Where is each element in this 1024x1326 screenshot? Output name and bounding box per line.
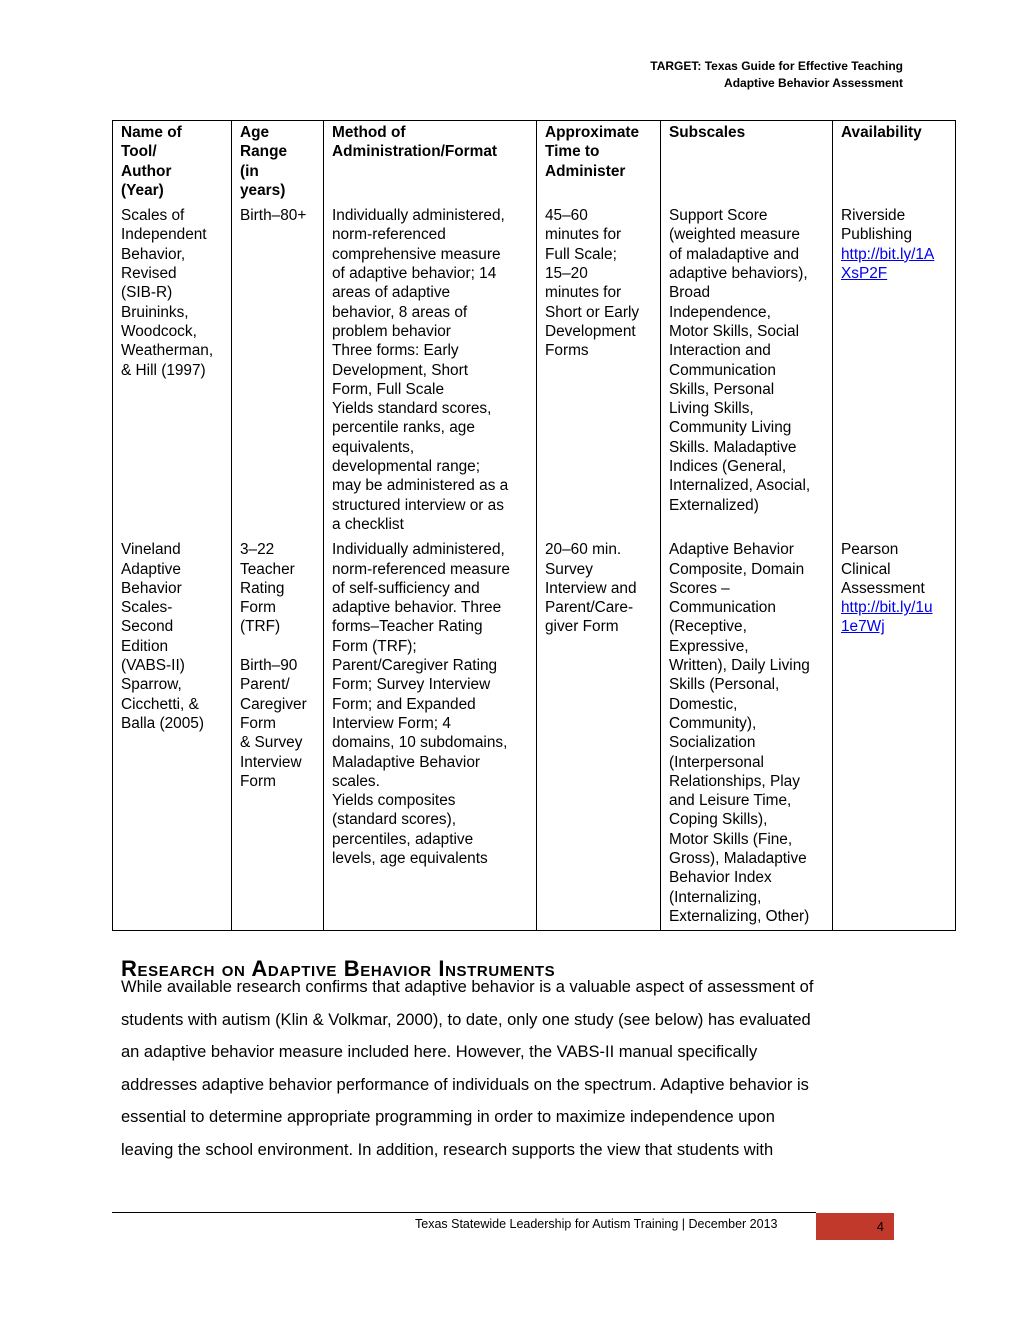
column-header bbox=[324, 121, 537, 205]
cell-text: problem behavior bbox=[332, 322, 451, 340]
cell-text: Scores – bbox=[669, 579, 730, 597]
header-text: Method of bbox=[332, 124, 406, 141]
availability-link[interactable]: XsP2F bbox=[841, 265, 888, 283]
header-text: Name of bbox=[121, 124, 182, 141]
cell-text: equivalents, bbox=[332, 438, 415, 456]
cell-text: levels, age equivalents bbox=[332, 849, 488, 867]
cell-text: Community), bbox=[669, 714, 757, 732]
cell-text: Forms bbox=[545, 342, 589, 360]
cell-text: Publishing bbox=[841, 226, 913, 244]
cell-text: Second bbox=[121, 618, 174, 636]
paragraph-line: addresses adaptive behavior performance of individuals on the spectrum. Adaptive behavior is bbox=[121, 1075, 809, 1094]
cell-text: Individually administered, bbox=[332, 541, 505, 559]
cell-text: Form; and Expanded bbox=[332, 695, 476, 713]
cell-text: comprehensive measure bbox=[332, 245, 501, 263]
header-text: Administer bbox=[545, 162, 626, 180]
cell-text: & Hill (1997) bbox=[121, 361, 206, 379]
availability-link[interactable]: 1e7Wj bbox=[841, 618, 885, 636]
cell-method bbox=[324, 204, 537, 538]
cell-text: Interview Form; 4 bbox=[332, 714, 451, 732]
cell-text: Independence, bbox=[669, 303, 771, 321]
header-text: years) bbox=[240, 181, 286, 199]
cell-text: Individually administered, bbox=[332, 207, 505, 225]
cell-text: Independent bbox=[121, 226, 207, 244]
cell-text: Adaptive bbox=[121, 560, 181, 578]
cell-text: Interview and bbox=[545, 579, 637, 597]
cell-availability bbox=[833, 538, 956, 930]
header-text: Approximate bbox=[545, 124, 640, 141]
cell-text: Skills. Maladaptive bbox=[669, 438, 797, 456]
cell-text: (VABS-II) bbox=[121, 657, 185, 675]
cell-text: 15–20 bbox=[545, 265, 588, 283]
cell-text: Adaptive Behavior bbox=[669, 541, 794, 559]
running-header bbox=[650, 58, 903, 92]
cell-time bbox=[537, 204, 661, 538]
cell-text: Woodcock, bbox=[121, 322, 197, 340]
cell-text: Form (TRF); bbox=[332, 637, 417, 655]
cell-text: Birth–90 bbox=[240, 657, 298, 675]
footer-text: Texas Statewide Leadership for Autism Training | December 2013 bbox=[415, 1217, 778, 1231]
assessment-table bbox=[112, 120, 956, 931]
cell-text: minutes for bbox=[545, 284, 622, 302]
availability-link[interactable]: http://bit.ly/1u bbox=[841, 599, 933, 617]
cell-text: Development, Short bbox=[332, 361, 469, 379]
cell-text: areas of adaptive bbox=[332, 284, 451, 302]
section-heading: Research on Adaptive Behavior Instruments bbox=[121, 956, 556, 981]
cell-text: Coping Skills), bbox=[669, 811, 768, 829]
cell-text: Expressive, bbox=[669, 637, 749, 655]
cell-availability bbox=[833, 204, 956, 538]
cell-text: forms–Teacher Rating bbox=[332, 618, 483, 636]
cell-text: Written), Daily Living bbox=[669, 657, 810, 675]
cell-age bbox=[232, 538, 324, 930]
cell-subscales bbox=[661, 204, 833, 538]
header-text: Tool/ bbox=[121, 143, 157, 161]
column-header bbox=[661, 121, 833, 205]
cell-text: Scales of bbox=[121, 207, 185, 225]
cell-text: Form, Full Scale bbox=[332, 380, 445, 398]
cell-text: norm-referenced measure bbox=[332, 560, 510, 578]
cell-text: Three forms: Early bbox=[332, 342, 459, 360]
cell-text: of self-sufficiency and bbox=[332, 579, 480, 597]
column-header bbox=[232, 121, 324, 205]
cell-text: Indices (General, bbox=[669, 458, 787, 476]
header-text: Range bbox=[240, 143, 288, 161]
cell-text: Communication bbox=[669, 361, 776, 379]
cell-text: Motor Skills, Social bbox=[669, 322, 800, 340]
cell-text: of maladaptive and bbox=[669, 245, 800, 263]
cell-text: developmental range; bbox=[332, 458, 481, 476]
cell-text: Communication bbox=[669, 599, 776, 617]
cell-text: Full Scale; bbox=[545, 245, 617, 263]
paragraph-line: leaving the school environment. In addition, research supports the view that students with bbox=[121, 1140, 774, 1159]
cell-text: giver Form bbox=[545, 618, 619, 636]
cell-text: Survey bbox=[545, 560, 593, 578]
cell-method bbox=[324, 538, 537, 930]
cell-text: Motor Skills (Fine, bbox=[669, 830, 793, 848]
cell-text: Interaction and bbox=[669, 342, 771, 360]
cell-text: Parent/Care- bbox=[545, 599, 634, 617]
cell-text: Form bbox=[240, 599, 276, 617]
cell-text: Support Score bbox=[669, 207, 768, 225]
cell-text: of adaptive behavior; 14 bbox=[332, 265, 497, 283]
cell-text: Gross), Maladaptive bbox=[669, 849, 807, 867]
cell-text: and Leisure Time, bbox=[669, 792, 792, 810]
cell-text: percentile ranks, age bbox=[332, 419, 475, 437]
cell-text: Short or Early bbox=[545, 303, 640, 321]
cell-text: Riverside bbox=[841, 207, 906, 225]
cell-text: Weatherman, bbox=[121, 342, 214, 360]
cell-text: Sparrow, bbox=[121, 676, 182, 694]
cell-text: Broad bbox=[669, 284, 711, 302]
cell-text: Behavior bbox=[121, 579, 182, 597]
header-text: (Year) bbox=[121, 181, 164, 199]
cell-text: Form bbox=[240, 772, 276, 790]
cell-text: Birth–80+ bbox=[240, 207, 307, 225]
cell-text: Socialization bbox=[669, 734, 756, 752]
section-paragraph bbox=[121, 971, 911, 1166]
paragraph-line: While available research confirms that adaptive behavior is a valuable aspect of assessment of bbox=[121, 978, 814, 996]
header-line-2: Adaptive Behavior Assessment bbox=[724, 76, 903, 90]
cell-text: minutes for bbox=[545, 226, 622, 244]
cell-text: 45–60 bbox=[545, 207, 588, 225]
cell-text: Composite, Domain bbox=[669, 560, 805, 578]
column-header bbox=[833, 121, 956, 205]
cell-text: Internalized, Asocial, bbox=[669, 477, 811, 495]
header-text: Time to bbox=[545, 143, 600, 161]
cell-text: (weighted measure bbox=[669, 226, 800, 244]
cell-text: Living Skills, bbox=[669, 400, 754, 418]
cell-text: (TRF) bbox=[240, 618, 281, 636]
header-text: Subscales bbox=[669, 124, 746, 141]
cell-text: Relationships, Play bbox=[669, 772, 800, 790]
table-row bbox=[113, 204, 956, 538]
cell-text: scales. bbox=[332, 772, 380, 790]
cell-text: Interview bbox=[240, 753, 302, 771]
cell-text: norm-referenced bbox=[332, 226, 446, 244]
cell-text: Development bbox=[545, 322, 636, 340]
cell-text: percentiles, adaptive bbox=[332, 830, 474, 848]
cell-age bbox=[232, 204, 324, 538]
cell-text: Externalizing, Other) bbox=[669, 907, 810, 925]
column-header bbox=[113, 121, 232, 205]
cell-text: (Receptive, bbox=[669, 618, 747, 636]
assessment-table-wrapper bbox=[112, 120, 955, 931]
column-header bbox=[537, 121, 661, 205]
cell-text: Maladaptive Behavior bbox=[332, 753, 481, 771]
cell-text: Cicchetti, & bbox=[121, 695, 199, 713]
cell-text: (SIB-R) bbox=[121, 284, 173, 302]
cell-subscales bbox=[661, 538, 833, 930]
availability-link[interactable]: http://bit.ly/1A bbox=[841, 245, 935, 263]
cell-name bbox=[113, 204, 232, 538]
header-text: Availability bbox=[841, 124, 922, 141]
cell-text: (Interpersonal bbox=[669, 753, 764, 771]
cell-text: Yields composites bbox=[332, 792, 456, 810]
cell-text: Caregiver bbox=[240, 695, 307, 713]
cell-text: 3–22 bbox=[240, 541, 275, 559]
cell-name bbox=[113, 538, 232, 930]
cell-text: behavior, 8 areas of bbox=[332, 303, 468, 321]
cell-text: Behavior, bbox=[121, 245, 186, 263]
cell-text bbox=[240, 637, 315, 656]
page-number: 4 bbox=[816, 1213, 894, 1240]
cell-text: Bruininks, bbox=[121, 303, 189, 321]
cell-text: Form; Survey Interview bbox=[332, 676, 491, 694]
cell-text: Edition bbox=[121, 637, 169, 655]
cell-text: Externalized) bbox=[669, 496, 759, 514]
cell-text: & Survey bbox=[240, 734, 303, 752]
footer-rule bbox=[112, 1212, 816, 1213]
cell-text: Teacher bbox=[240, 560, 295, 578]
paragraph-line: essential to determine appropriate programming in order to maximize independence upon bbox=[121, 1108, 775, 1126]
cell-text: Pearson bbox=[841, 541, 899, 559]
cell-text: Clinical bbox=[841, 560, 891, 578]
cell-text: Skills, Personal bbox=[669, 380, 775, 398]
cell-text: Form bbox=[240, 714, 276, 732]
cell-text: Scales- bbox=[121, 599, 173, 617]
cell-text: Rating bbox=[240, 579, 285, 597]
cell-text: Balla (2005) bbox=[121, 714, 204, 732]
cell-text: (standard scores), bbox=[332, 811, 457, 829]
cell-text: Domestic, bbox=[669, 695, 738, 713]
header-text: Age bbox=[240, 124, 270, 141]
cell-text: Community Living bbox=[669, 419, 792, 437]
cell-text: Skills (Personal, bbox=[669, 676, 780, 694]
cell-text: Yields standard scores, bbox=[332, 400, 492, 418]
cell-text: may be administered as a bbox=[332, 477, 509, 495]
header-line-1: TARGET: Texas Guide for Effective Teaching bbox=[650, 59, 903, 73]
header-text: Author bbox=[121, 162, 172, 180]
table-row bbox=[113, 538, 956, 930]
table-header-row bbox=[113, 121, 956, 205]
cell-text: domains, 10 subdomains, bbox=[332, 734, 508, 752]
cell-time bbox=[537, 538, 661, 930]
cell-text: Assessment bbox=[841, 579, 925, 597]
cell-text: adaptive behavior. Three bbox=[332, 599, 502, 617]
header-text: Administration/Format bbox=[332, 143, 498, 161]
cell-text: structured interview or as bbox=[332, 496, 504, 514]
cell-text: a checklist bbox=[332, 515, 404, 533]
paragraph-line: students with autism (Klin & Volkmar, 2000), to date, only one study (see below) has evaluated bbox=[121, 1010, 811, 1029]
cell-text: 20–60 min. bbox=[545, 541, 622, 559]
header-text: (in bbox=[240, 162, 259, 180]
cell-text: Parent/Caregiver Rating bbox=[332, 657, 498, 675]
cell-text: Behavior Index bbox=[669, 869, 772, 887]
cell-text: Parent/ bbox=[240, 676, 290, 694]
cell-text: Revised bbox=[121, 265, 177, 283]
cell-text: (Internalizing, bbox=[669, 888, 762, 906]
cell-text: Vineland bbox=[121, 541, 181, 559]
cell-text: adaptive behaviors), bbox=[669, 265, 808, 283]
paragraph-line: an adaptive behavior measure included here. However, the VABS-II manual specifically bbox=[121, 1043, 758, 1061]
table-body bbox=[113, 204, 956, 930]
